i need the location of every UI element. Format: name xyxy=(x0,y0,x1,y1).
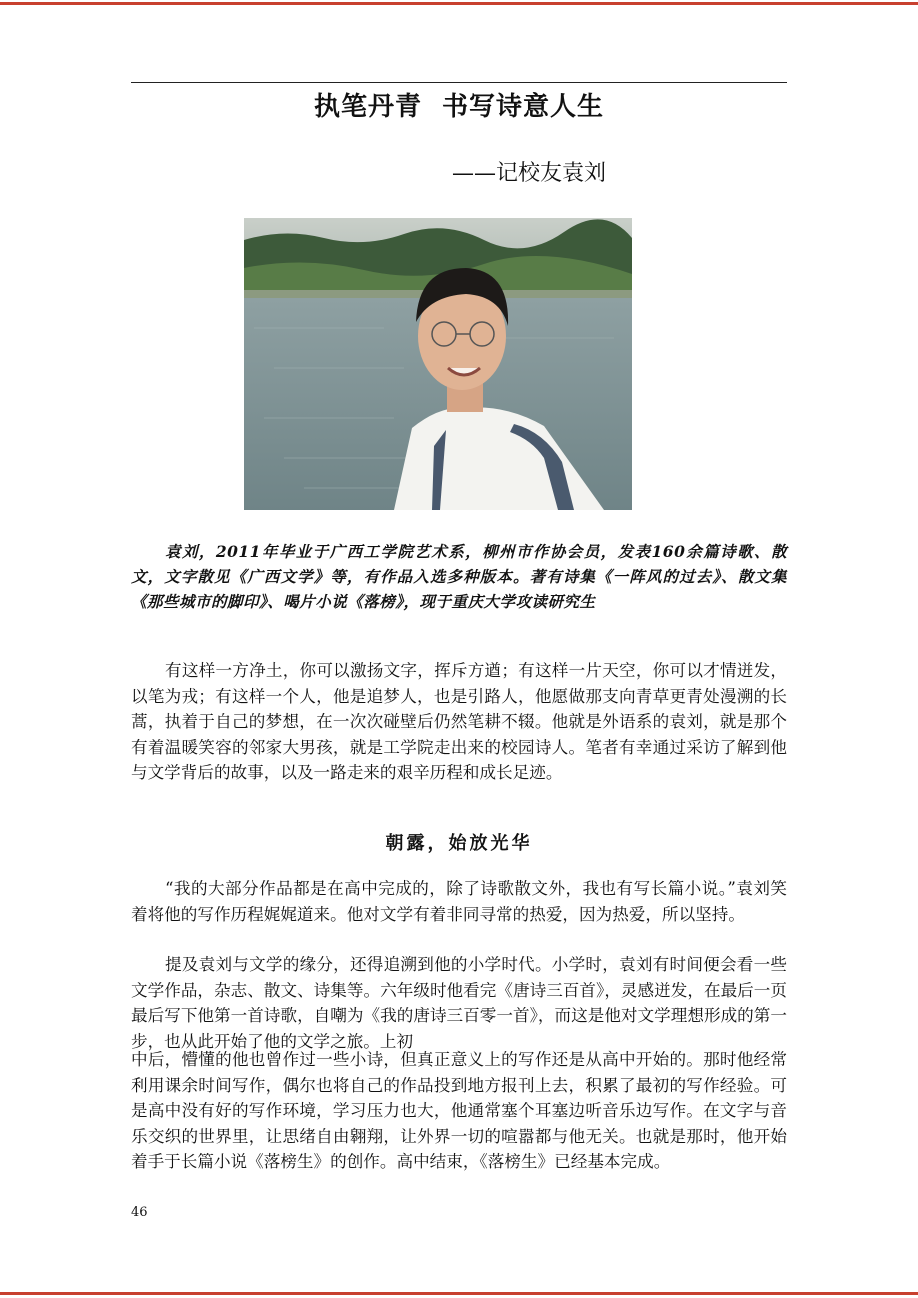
author-bio: 袁刘，2011年毕业于广西工学院艺术系，柳州市作协会员，发表160余篇诗歌、散文，文字散见《广西文学》等，有作品入选多种版本。著有诗集《一阵风的过去》、散文集《那些城市的脚印》、喝片小说《落榜》，现于重庆大学攻读研究生 xyxy=(131,542,787,611)
body-paragraph-3: 中后，懵懂的他也曾作过一些小诗，但真正意义上的写作还是从高中开始的。那时他经常利用课余时间写作，偶尔也将自己的作品投到地方报刊上去，积累了最初的写作经验。可是高中没有好的写作环境，学习压力也大，他通常塞个耳塞边听音乐边写作。在文字与音乐交织的世界里，让思绪自由翱翔，让外界一切的喧嚣都与他无关。也就是那时，他开始着手于长篇小说《落榜生》的创作。高中结束，《落榜生》已经基本完成。 xyxy=(131,1050,787,1172)
portrait-photo xyxy=(244,218,632,510)
page-border-bottom xyxy=(0,1292,918,1295)
article-title: 执笔丹青 书写诗意人生 xyxy=(313,92,605,122)
header-rule xyxy=(131,82,787,83)
intro-paragraph: 有这样一方净土，你可以激扬文字，挥斥方遒；有这样一片天空，你可以才情迸发，以笔为戎；有这样一个人，他是追梦人，也是引路人，他愿做那支向青草更青处漫溯的长蒿，执着于自己的梦想，在一次次碰壁后仍然笔耕不辍。他就是外语系的袁刘，就是那个有着温暖笑容的邻家大男孩，就是工学院走出来的校园诗人。笔者有幸通过采访了解到他与文学背后的故事，以及一路走来的艰辛历程和成长足迹。 xyxy=(131,661,787,783)
article-subtitle: ——记校友袁刘 xyxy=(452,161,607,186)
page-border-top xyxy=(0,2,918,5)
page-number: 46 xyxy=(131,1205,148,1220)
section-heading: 朝露，始放光华 xyxy=(385,833,533,854)
body-paragraph-1: “我的大部分作品都是在高中完成的，除了诗歌散文外，我也有写长篇小说。”袁刘笑着将他的写作历程娓娓道来。他对文学有着非同寻常的热爱，因为热爱，所以坚持。 xyxy=(131,879,787,924)
body-paragraph-2: 提及袁刘与文学的缘分，还得追溯到他的小学时代。小学时，袁刘有时间便会看一些文学作品，杂志、散文、诗集等。六年级时他看完《唐诗三百首》，灵感迸发，在最后一页最后写下他第一首诗歌，自嘲为《我的唐诗三百零一首》，而这是他对文学理想形成的第一步，也从此开始了他的文学之旅。上初 xyxy=(131,955,787,1051)
